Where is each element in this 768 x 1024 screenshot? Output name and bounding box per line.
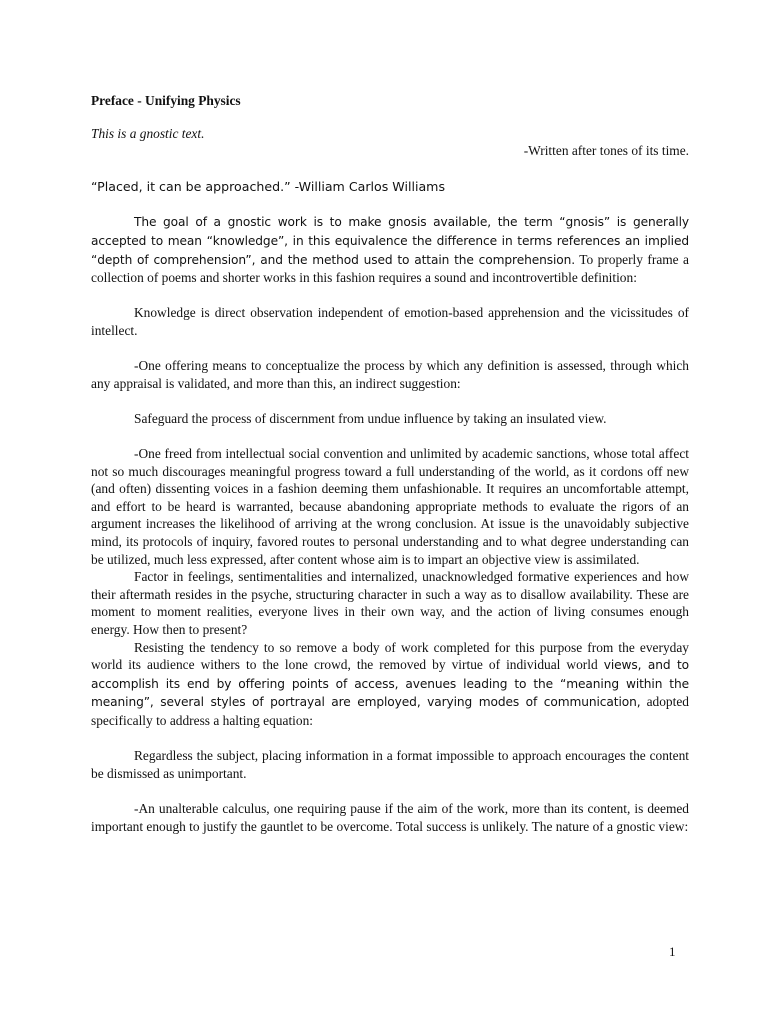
paragraph-knowledge: Knowledge is direct observation independent of emotion-based apprehension and the vicissitudes of intellect. — [91, 305, 689, 338]
paragraph-resisting-end: adopted specifically to address a halting equation: — [91, 694, 689, 728]
paragraph-freed: -One freed from intellectual social convention and unlimited by academic sanctions, whose total affect not so much discourages meaningful progress toward a full understanding of the world, as it cordons off new (and often) dissenting voices in a fashion deeming them unfashionable. It requires an uncomfortable attempt, and effort to be heard is warranted, because abandoning appropriate methods to evaluate the rigors of an argument increases the likelihood of arriving at the wrong conclusion. At issue is the unavoidably subjective mind, its protocols of inquiry, favored routes to personal understanding and to what degree understanding can be utilized, much less expressed, after content whose aim is to impart an objective view is assimilated. — [91, 446, 689, 567]
page-title: Preface - Unifying Physics — [91, 93, 241, 108]
written-note: -Written after tones of its time. — [523, 143, 689, 159]
paragraph-resisting-serif: Resisting the tendency to so remove a body of work completed for this purpose from the everyday world its audience withers to the lone crowd, the removed by virtue of individual world — [91, 639, 689, 673]
paragraph-resisting-sans: views, and to accomplish its end by offering points of access, avenues leading to the “meaning within the meaning”, several styles of portrayal are employed, varying modes of communication, — [91, 658, 689, 710]
epigraph: “Placed, it can be approached.” -William Carlos Williams — [91, 178, 446, 194]
paragraph-goal — [91, 213, 689, 286]
paragraph-goal-serif: To properly frame a collection of poems and shorter works in this fashion requires a sound and incontrovertible definition: — [91, 251, 689, 286]
paragraph-regardless: Regardless the subject, placing information in a format impossible to approach encourages the content be dismissed as unimportant. — [91, 748, 689, 781]
paragraph-goal-sans: The goal of a gnostic work is to make gnosis available, the term “gnosis” is generally accepted to mean “knowledge”, in this equivalence the difference in terms references an implied “depth of comprehension”, and the method used to attain the comprehension. — [91, 215, 689, 267]
subtitle: This is a gnostic text. — [91, 125, 205, 141]
document-body — [91, 92, 689, 835]
paragraph-offering: -One offering means to conceptualize the process by which any definition is assessed, through which any appraisal is validated, and more than this, an indirect suggestion: — [91, 358, 689, 391]
paragraph-feelings: Factor in feelings, sentimentalities and internalized, unacknowledged formative experiences and how their aftermath resides in the psyche, structuring character in such a way as to disallow availability. These are moment to moment realities, everyone lives in their own way, and the action of living consumes enough energy. How then to present? — [91, 569, 689, 638]
page-number: 1 — [669, 944, 676, 959]
paragraph-safeguard: Safeguard the process of discernment from undue influence by taking an insulated view. — [134, 410, 607, 426]
paragraph-calculus: -An unalterable calculus, one requiring pause if the aim of the work, more than its content, is deemed important enough to justify the gauntlet to be overcome. Total success is unlikely. The nature of a gnostic view: — [91, 800, 689, 834]
paragraph-resisting — [91, 639, 689, 730]
